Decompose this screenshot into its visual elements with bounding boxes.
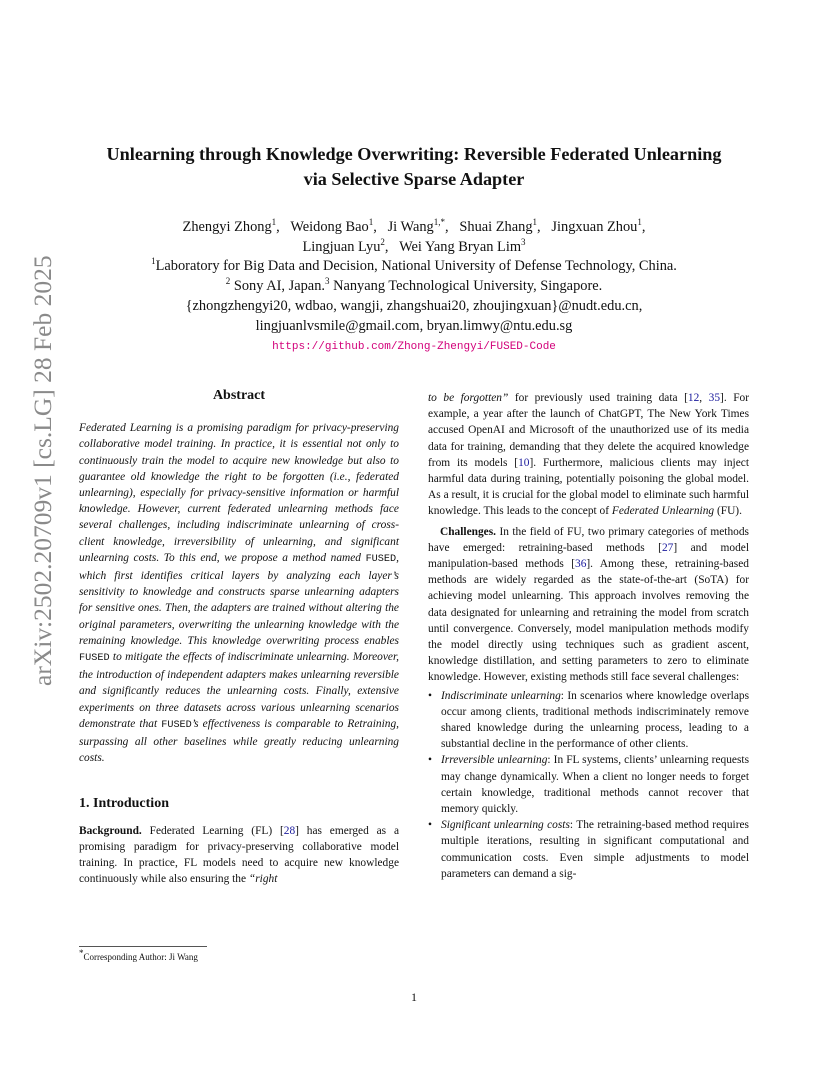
citation-link[interactable]: 36 (575, 558, 587, 571)
title-line-2: via Selective Sparse Adapter (303, 169, 525, 189)
arxiv-identifier-text: arXiv:2502.20709v1 [cs.LG] 28 Feb 2025 (28, 255, 57, 686)
list-item: • Indiscriminate unlearning: In scenarios where knowledge overlaps occur among clients, traditional methods indiscriminately remove shared knowledge during the unlearning process, leading to a substantial decline in the performance of other clients. (428, 688, 749, 753)
right-column (428, 390, 749, 882)
challenges-paragraph: Challenges. In the field of FU, two primary categories of methods have emerged: retraining-based methods [27] and model manipulation-based methods [36]. Among these, retraining-based methods are widely regarded as the state-of-the-art (SoTA) for achieving model unlearning. This approach involves removing the data designated for unlearning and retraining the model from scratch until convergence. Conversely, model manipulation methods modify the model directly using techniques such as gradient ascent, knowledge distillation, and setting parameters to zero to eliminate knowledge. However, existing methods still face several challenges: (428, 525, 749, 684)
title-line-1: Unlearning through Knowledge Overwriting: Reversible Federated Unlearning (106, 144, 722, 164)
author-name: Jingxuan Zhou (551, 219, 638, 235)
list-item: • Irreversible unlearning: In FL systems, clients’ unlearning requests may change dynamically. When a client no longer needs to forget certain knowledge, traditional methods cannot recover that memory quickly. (428, 752, 749, 817)
affiliation-2: $^2$ Sony AI, Japan.$^3$ Nanyang Technological University, Singapore. (225, 276, 603, 295)
footnote: *Corresponding Author: Ji Wang (79, 948, 198, 962)
page-number: 1 (411, 990, 417, 1004)
author-name: Zhengyi Zhong (182, 219, 272, 235)
author-name: Lingjuan Lyu (302, 238, 381, 255)
left-column (79, 388, 399, 887)
background-paragraph: Background. Federated Learning (FL) [28] has emerged as a promising paradigm for privacy-preserving collaborative model training. In practice, FL models need to acquire new knowledge continuously while also ensuring the “right (79, 824, 399, 886)
authors-line-2: Lingjuan Lyu$^2$, Wei Yang Bryan Lim$^3$ (302, 236, 526, 255)
affiliation-1: $^1$Laboratory for Big Data and Decision, National University of Defense Technology, China. (151, 256, 677, 275)
abstract-body: Federated Learning is a promising paradigm for privacy-preserving collaborative model training. In practice, it is essential not only to continuously train the model to acquire new knowledge but also to guarantee old knowledge the right to be forgotten (i.e., federated unlearning), especially for privacy-sensitive information or harmful knowledge. However, current federated unlearning methods face several challenges, including indiscriminate unlearning of cross-client knowledge, irreversibility of unlearning, and significant unlearning costs. To this end, we propose a method named FUSED, which first identifies critical layers by analyzing each layer’s sensitivity to knowledge and constructs sparse unlearning adapters for sensitive ones. Then, the adapters are trained without altering the original parameters, overwriting the unlearning knowledge with the remaining knowledge. This knowledge overwriting process enables FUSED to mitigate the effects of indiscriminate unlearning. Moreover, the introduction of independent adapters makes unlearning reversible and significantly reduces the unlearning costs. Finally, extensive experiments on three datasets across various unlearning scenarios demonstrate that FUSED’s effectiveness is comparable to Retraining, surpassing all other baselines while greatly reducing unlearning costs. (79, 422, 399, 765)
authors-line-1: Zhengyi Zhong$^1$, Weidong Bao$^1$, Ji Wang$^{1,*}$, Shuai Zhang$^1$, Jingxuan Zhou$^1$, (182, 217, 646, 235)
author-name: Wei Yang Bryan Lim (399, 238, 522, 255)
paper-title (60, 142, 768, 192)
section-heading-introduction: 1. Introduction (79, 796, 169, 812)
arxiv-identifier-stamp (22, 255, 62, 690)
author-name: Weidong Bao (290, 219, 369, 235)
author-emails-line-2: lingjuanlvsmile@gmail.com, bryan.limwy@ntu.edu.sg (255, 317, 573, 334)
author-name: Shuai Zhang (459, 219, 533, 235)
code-repository-link[interactable]: https://github.com/Zhong-Zhengyi/FUSED-Code (272, 341, 556, 354)
footnote-divider (79, 946, 207, 947)
citation-link[interactable]: 28 (283, 824, 296, 837)
author-block (60, 218, 768, 358)
author-name: Ji Wang (387, 219, 434, 235)
citation-link[interactable]: 35 (708, 392, 721, 404)
citation-link[interactable]: 10 (518, 456, 530, 469)
list-item: • Significant unlearning costs: The retraining-based method requires multiple iterations, resulting in significant computational and communication costs. Even simple adjustments to model parameters can demand a sig- (428, 817, 749, 882)
citation-link[interactable]: 12 (687, 392, 700, 404)
motivation-paragraph: to be forgotten” for previously used training data [12, 35]. For example, a year after the launch of ChatGPT, The New York Times accused OpenAI and Microsoft of the unauthorized use of its media data for training, demanding that they delete the acquired knowledge from its models [10]. Furthermore, malicious clients may inject harmful data during training, potentially poisoning the global model. As a result, it is crucial for the global model to eliminate such harmful knowledge. This leads to the concept of Federated Unlearning (FU). (428, 392, 750, 518)
abstract-heading: Abstract (212, 388, 266, 403)
author-emails-line-1: {zhongzhengyi20, wdbao, wangji, zhangshuai20, zhoujingxuan}@nudt.edu.cn, (185, 297, 643, 314)
citation-link[interactable]: 27 (661, 541, 674, 554)
challenges-list (428, 688, 749, 882)
